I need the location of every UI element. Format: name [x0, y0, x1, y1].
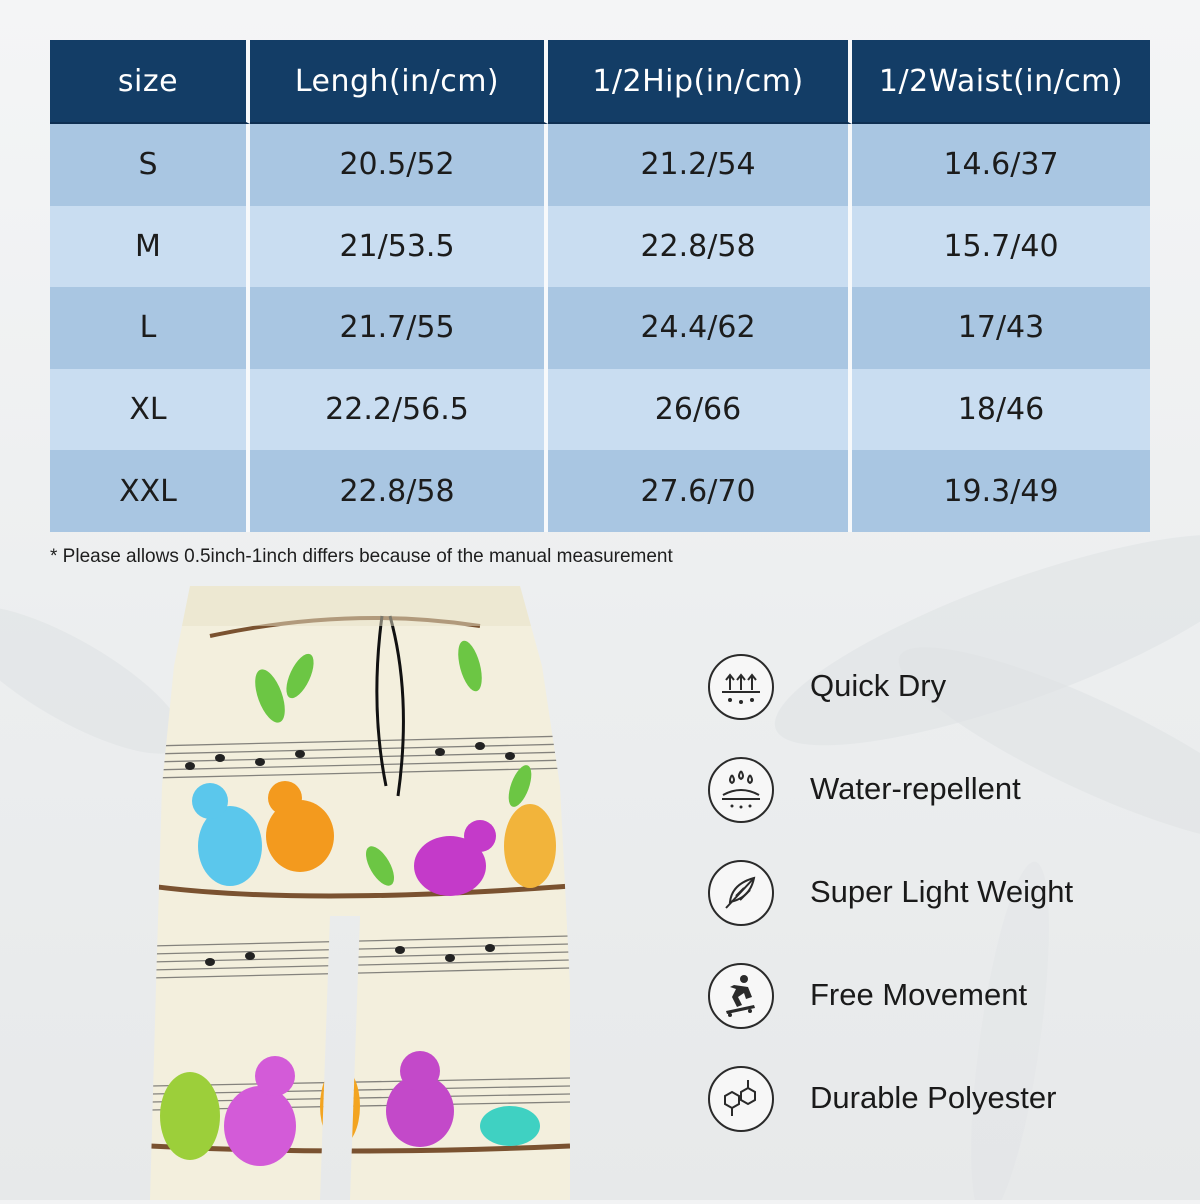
feature-item-durable-polyester	[706, 1066, 1166, 1169]
feature-item-quick-dry	[706, 654, 1166, 757]
feature-label: Durable Polyester	[810, 1080, 1057, 1115]
table-row	[50, 206, 1150, 288]
feature-item-water-repellent	[706, 757, 1166, 860]
waist-cell: 15.7/40	[852, 206, 1150, 288]
length-cell: 21.7/55	[250, 287, 548, 369]
hip-cell: 22.8/58	[548, 206, 852, 288]
header-cell: 1/2Hip(in/cm)	[548, 40, 852, 124]
hip-cell: 21.2/54	[548, 124, 852, 206]
table-row	[50, 124, 1150, 206]
measurement-note: * Please allows 0.5inch-1inch differs because of the manual measurement	[50, 546, 673, 567]
hip-cell: 27.6/70	[548, 450, 852, 532]
skateboarder-icon	[708, 963, 774, 1029]
table-row	[50, 287, 1150, 369]
length-cell: 20.5/52	[250, 124, 548, 206]
length-cell: 21/53.5	[250, 206, 548, 288]
size-cell: M	[50, 206, 250, 288]
size-cell: S	[50, 124, 250, 206]
table-row	[50, 369, 1150, 451]
length-cell: 22.8/58	[250, 450, 548, 532]
feature-label: Free Movement	[810, 977, 1028, 1012]
table-row	[50, 450, 1150, 532]
waist-cell: 18/46	[852, 369, 1150, 451]
feature-label: Super Light Weight	[810, 874, 1074, 909]
size-cell: XXL	[50, 450, 250, 532]
waist-cell: 19.3/49	[852, 450, 1150, 532]
header-cell: 1/2Waist(in/cm)	[852, 40, 1150, 124]
feature-item-free-movement	[706, 963, 1166, 1066]
shorts-illustration	[150, 586, 570, 1200]
molecule-icon	[708, 1066, 774, 1132]
waist-cell: 14.6/37	[852, 124, 1150, 206]
feather-icon	[708, 860, 774, 926]
hip-cell: 26/66	[548, 369, 852, 451]
header-cell: size	[50, 40, 250, 124]
water-repellent-icon	[708, 757, 774, 823]
quick-dry-icon	[708, 654, 774, 720]
size-cell: XL	[50, 369, 250, 451]
hip-cell: 24.4/62	[548, 287, 852, 369]
waist-cell: 17/43	[852, 287, 1150, 369]
features-list	[706, 654, 1166, 1169]
feature-label: Water-repellent	[810, 771, 1021, 806]
header-cell: Lengh(in/cm)	[250, 40, 548, 124]
length-cell: 22.2/56.5	[250, 369, 548, 451]
size-cell: L	[50, 287, 250, 369]
shorts-product-image	[150, 586, 570, 1200]
feature-label: Quick Dry	[810, 668, 947, 703]
feature-item-light-weight	[706, 860, 1166, 963]
table-header-row	[50, 40, 1150, 124]
size-chart-table	[50, 40, 1150, 532]
